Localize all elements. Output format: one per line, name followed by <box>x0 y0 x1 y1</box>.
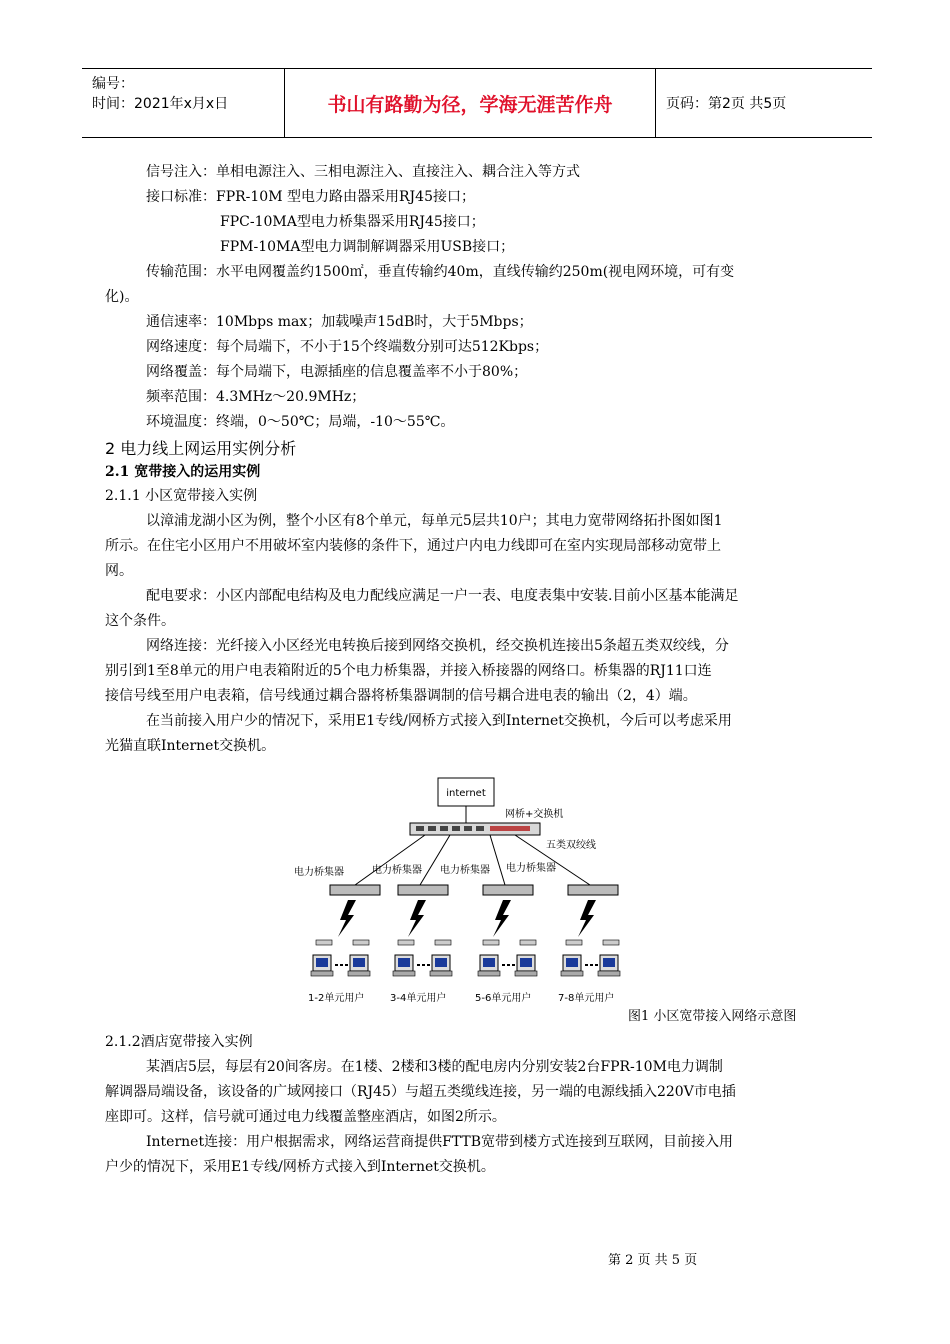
spec-line: FPC-10MA型电力桥集器采用RJ45接口； <box>220 214 485 230</box>
spec-line: 频率范围：4.3MHz～20.9MHz； <box>146 389 366 405</box>
paragraph-line: 某酒店5层，每层有20间客房。在1楼、2楼和3楼的配电房内分别安装2台FPR-10M电力调制 <box>146 1059 723 1075</box>
signal-bolt-icon <box>338 900 596 937</box>
document-date: 时间：2021年x月x日 <box>92 96 229 112</box>
paragraph-line: 户少的情况下，采用E1专线/网桥方式接入到Internet交换机。 <box>105 1159 495 1175</box>
paragraph-line: 网络连接：光纤接入小区经光电转换后接到网络交换机，经交换机连接出5条超五类双绞线，分 <box>146 638 729 654</box>
paragraph-line: 这个条件。 <box>105 613 175 629</box>
section-2-1-1-heading: 2.1.1 小区宽带接入实例 <box>105 488 258 504</box>
figure-caption: 图1 小区宽带接入网络示意图 <box>628 1009 797 1024</box>
section-2-heading: 2 电力线上网运用实例分析 <box>105 439 297 458</box>
bridge-icon <box>330 885 618 895</box>
paragraph-line: 光猫直联Internet交换机。 <box>105 738 276 754</box>
bridge-label: 电力桥集器 <box>372 865 422 876</box>
user-computer-icons <box>311 940 620 976</box>
paragraph-line: Internet连接：用户根据需求，网络运营商提供FTTB宽带到楼方式连接到互联网，目前接入用 <box>146 1134 734 1150</box>
user-group-label: 5-6单元用户 <box>475 993 532 1004</box>
paragraph-line: 在当前接入用户少的情况下，采用E1专线/网桥方式接入到Internet交换机，今后可以考虑采用 <box>146 713 732 729</box>
paragraph-line: 配电要求：小区内部配电结构及电力配线应满足一户一表、电度表集中安装.目前小区基本能满足 <box>146 588 739 604</box>
paragraph-line: 所示。在住宅小区用户不用破坏室内装修的条件下，通过户内电力线即可在室内实现局部移动宽带上 <box>105 538 721 554</box>
paragraph-line: 解调器局端设备，该设备的广域网接口（RJ45）与超五类缆线连接，另一端的电源线插入220V市电插 <box>105 1084 736 1100</box>
cable-label: 五类双绞线 <box>546 840 596 851</box>
network-diagram <box>290 775 640 1015</box>
spec-line: 传输范围：水平电网覆盖约1500㎡，垂直传输约40m，直线传输约250m(视电网环境，可有变 <box>146 264 735 280</box>
spec-line: 化)。 <box>105 289 139 305</box>
section-2-1-heading: 2.1 宽带接入的运用实例 <box>105 464 261 480</box>
paragraph-line: 别引到1至8单元的用户电表箱附近的5个电力桥集器，并接入桥接器的网络口。桥集器的RJ11口连 <box>105 663 712 679</box>
paragraph-line: 座即可。这样，信号就可通过电力线覆盖整座酒店，如图2所示。 <box>105 1109 506 1125</box>
spec-line: 环境温度：终端，0～50℃；局端，-10～55℃。 <box>146 414 455 430</box>
spec-line: 网络速度：每个局端下，不小于15个终端数分别可达512Kbps； <box>146 339 549 355</box>
spec-line: 通信速率：10Mbps max；加载噪声15dB时，大于5Mbps； <box>146 314 533 330</box>
spec-line: 网络覆盖：每个局端下，电源插座的信息覆盖率不小于80%； <box>146 364 528 380</box>
page-header <box>82 68 872 138</box>
bridge-label: 电力桥集器 <box>294 867 344 878</box>
page-footer: 第 2 页 共 5 页 <box>608 1253 698 1268</box>
header-motto: 书山有路勤为径，学海无涯苦作舟 <box>285 69 656 137</box>
spec-line: FPM-10MA型电力调制解调器采用USB接口； <box>220 239 515 255</box>
paragraph-line: 以漳浦龙湖小区为例，整个小区有8个单元，每单元5层共10户；其电力宽带网络拓扑图如图1 <box>146 513 723 529</box>
header-page-number: 页码：第2页 共5页 <box>666 96 787 112</box>
user-group-label: 7-8单元用户 <box>558 993 615 1004</box>
spec-line: 接口标准：FPR-10M 型电力路由器采用RJ45接口； <box>146 189 475 205</box>
bridge-label: 电力桥集器 <box>506 863 556 874</box>
spec-line: 信号注入：单相电源注入、三相电源注入、直接注入、耦合注入等方式 <box>146 164 580 180</box>
user-group-label: 1-2单元用户 <box>308 993 365 1004</box>
paragraph-line: 网。 <box>105 563 133 579</box>
switch-label: 网桥+交换机 <box>505 809 564 820</box>
document-number: 编号： <box>92 76 134 92</box>
paragraph-line: 接信号线至用户电表箱，信号线通过耦合器将桥集器调制的信号耦合进电表的输出（2，4）端。 <box>105 688 697 704</box>
section-2-1-2-heading: 2.1.2酒店宽带接入实例 <box>105 1034 253 1050</box>
bridge-label: 电力桥集器 <box>440 865 490 876</box>
internet-label: internet <box>446 788 486 799</box>
user-group-label: 3-4单元用户 <box>390 993 447 1004</box>
header-info-cell <box>82 69 285 137</box>
